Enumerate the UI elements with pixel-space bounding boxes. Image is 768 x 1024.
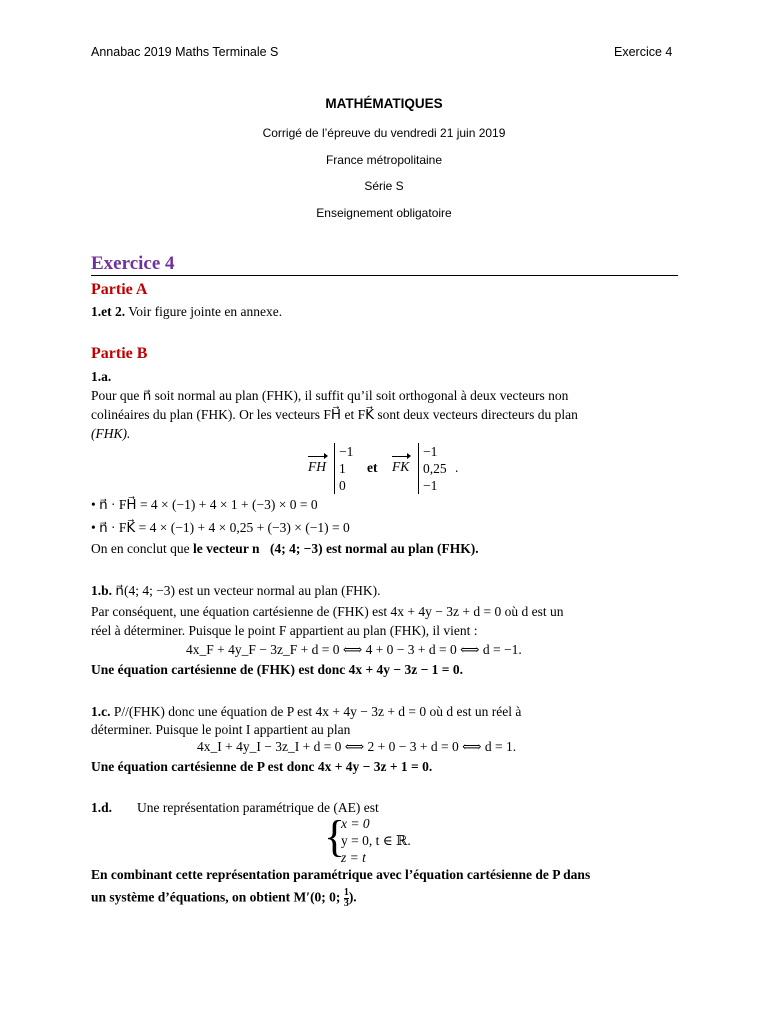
q1a-line1: Pour que n⃗ soit normal au plan (FHK), il suffit qu’il soit orthogonal à deux vecteurs non (91, 388, 569, 403)
q1c-equation: 4x_I + 4y_I − 3z_I + d = 0 ⟺ 2 + 0 − 3 + d = 0 ⟺ d = 1. (197, 739, 517, 754)
q1d-sys1: x = 0 (341, 816, 370, 831)
system-brace: { (324, 812, 346, 861)
vec-fh-y: 1 (339, 461, 346, 476)
vec-fh-components (334, 443, 353, 494)
part-a-q (91, 304, 282, 320)
q1d-concl-line1: En combinant cette représentation paramétrique avec l’équation cartésienne de P dans (91, 867, 591, 882)
q1a-bullet2: • n⃗ · FK⃗ = 4 × (−1) + 4 × 0,25 + (−3) × (−1) = 0 (91, 520, 350, 535)
vec-fh-x: −1 (339, 444, 354, 459)
header-left: Annabac 2019 Maths Terminale S (91, 45, 279, 59)
q1c-line1-row (91, 704, 521, 720)
q1d-concl-line2-row (91, 888, 357, 909)
q1d-concl-end: ). (348, 889, 357, 905)
vec-fk-components (418, 443, 447, 494)
q1a-concl-bold: le vecteur n⃗(4; 4; −3) est normal au plan (FHK). (192, 541, 479, 556)
subtitle-line1: Corrigé de l’épreuve du vendredi 21 juin 2019 (262, 126, 506, 140)
q1a-bullet1: • n⃗ · FH⃗ = 4 × (−1) + 4 × 1 + (−3) × 0 = 0 (91, 497, 318, 512)
q1a-line3: (FHK). (91, 426, 131, 441)
vec-fk-y: 0,25 (423, 461, 447, 476)
q1a-label: 1.a. (91, 369, 112, 384)
q1a-line2: colinéaires du plan (FHK). Or les vecteurs FH⃗ et FK⃗ sont deux vecteurs directeurs du plan (91, 407, 578, 422)
q1d-label: 1.d. (91, 800, 113, 815)
part-b-title: Partie B (91, 345, 148, 362)
subtitle-line2: France métropolitaine (325, 153, 443, 167)
q1d-line1: Une représentation paramétrique de (AE) est (137, 800, 379, 815)
q1b-line1-row (91, 583, 381, 599)
subtitle-line4: Enseignement obligatoire (316, 206, 452, 220)
vec-fk-z: −1 (423, 478, 438, 493)
exercise-title: Exercice 4 (91, 253, 175, 274)
vec-dot: . (455, 460, 459, 475)
vec-fk-label: FK (392, 459, 410, 474)
q1c-label: 1.c. (91, 704, 111, 719)
part-a-q-text: Voir figure jointe en annexe. (128, 304, 283, 319)
q1a-concl-prefix: On en conclut que (91, 541, 193, 556)
q1c-conclusion: Une équation cartésienne de P est donc 4x + 4y − 3z + 1 = 0. (91, 759, 433, 774)
exercise-divider (91, 275, 678, 276)
q1b-conclusion: Une équation cartésienne de (FHK) est donc 4x + 4y − 3z − 1 = 0. (91, 662, 463, 677)
q1d-sys2: y = 0, t ∈ ℝ. (341, 833, 411, 848)
vec-fk-x: −1 (423, 444, 438, 459)
vec-fh-z: 0 (339, 478, 346, 493)
q1b-line3: réel à déterminer. Puisque le point F appartient au plan (FHK), il vient : (91, 623, 478, 638)
q1b-label: 1.b. (91, 583, 113, 598)
q1c-line2: déterminer. Puisque le point I appartient au plan (91, 722, 351, 737)
part-a-title: Partie A (91, 281, 148, 298)
q1b-line2: Par conséquent, une équation cartésienne de (FHK) est 4x + 4y − 3z + d = 0 où d est un (91, 604, 564, 619)
subtitle-line3: Série S (364, 179, 404, 193)
vec-fh-label: FH (308, 459, 326, 474)
header-right: Exercice 4 (614, 45, 673, 59)
q1c-line1: P//(FHK) donc une équation de P est 4x + 4y − 3z + d = 0 où d est un réel à (113, 704, 522, 719)
fraction-one-third: $\frac{1}{3}$ (343, 887, 349, 909)
q1b-line1: n⃗(4; 4; −3) est un vecteur normal au plan (FHK). (115, 583, 381, 598)
doc-title: MATHÉMATIQUES (325, 96, 443, 111)
q1b-equation: 4x_F + 4y_F − 3z_F + d = 0 ⟺ 4 + 0 − 3 + d = 0 ⟺ d = −1. (186, 642, 522, 657)
part-a-q-label: 1.et 2. (91, 304, 126, 319)
vec-et: et (367, 460, 378, 475)
q1a-conclusion (91, 541, 479, 557)
q1d-sys3: z = t (341, 850, 366, 865)
q1d-concl-line2: un système d’équations, on obtient M′(0; 0; (91, 889, 341, 905)
